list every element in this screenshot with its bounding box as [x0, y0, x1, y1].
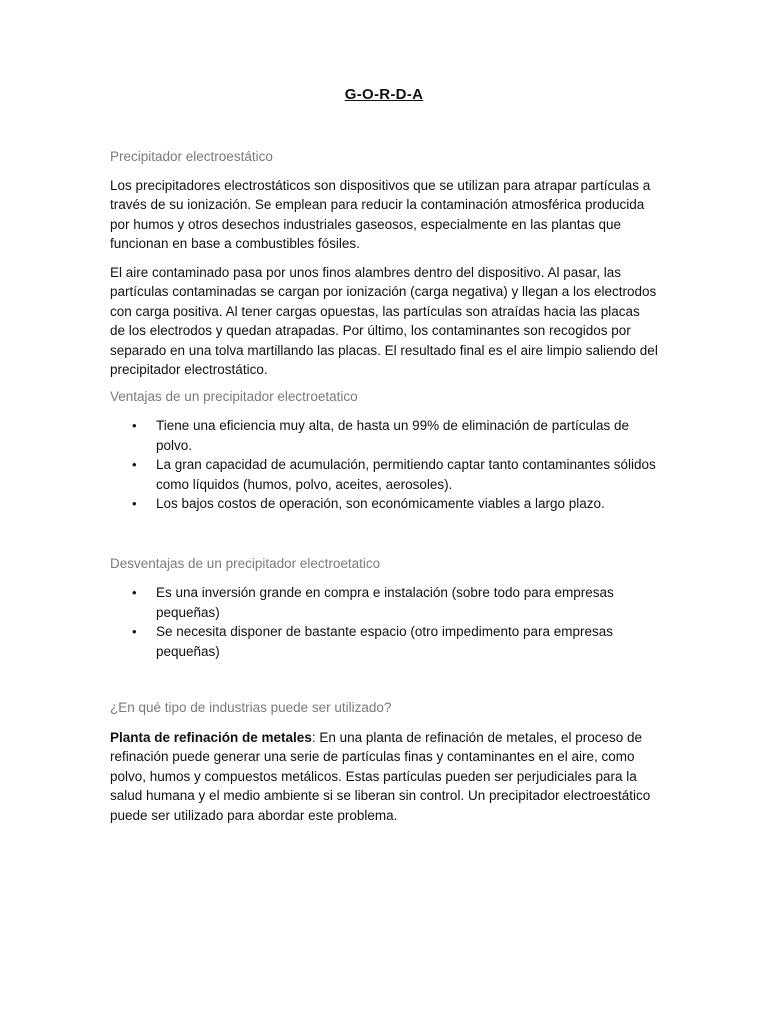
bullet-icon: • [132, 418, 137, 433]
bullet-icon: • [132, 624, 137, 639]
refinacion-lead: Planta de refinación de metales [110, 729, 312, 745]
section-heading-precipitador: Precipitador electroestático [110, 149, 273, 164]
ventajas-list [110, 416, 658, 514]
section-heading-industrias: ¿En qué tipo de industrias puede ser utilizado? [110, 700, 392, 715]
list-item: • Se necesita disponer de bastante espacio (otro impedimento para empresas pequeñas) [132, 624, 614, 659]
paragraph-definition: Los precipitadores electrostáticos son dispositivos que se utilizan para atrapar partículas a través de su ionización. Se emplean para reducir la contaminación atmosférica producida por humos y otros desechos industriales gaseosos, especialmente en las plantas que funcionan en base a combustibles fósiles. [110, 177, 651, 251]
section-heading-desventajas: Desventajas de un precipitador electroetatico [110, 555, 381, 571]
list-item: • Es una inversión grande en compra e instalación (sobre todo para empresas pequeñas) [132, 585, 614, 620]
list-item: • Los bajos costos de operación, son económicamente viables a largo plazo. [110, 494, 658, 514]
list-item: • La gran capacidad de acumulación, permitiendo captar tanto contaminantes sólidos como líquidos (humos, polvo, aceites, aerosoles). [132, 457, 656, 492]
bullet-icon: • [132, 457, 137, 472]
bullet-icon: • [132, 585, 137, 600]
paragraph-process: El aire contaminado pasa por unos finos alambres dentro del dispositivo. Al pasar, las partículas contaminadas se cargan por ionización (carga negativa) y llegan a los electrodos con carga positiva. Al tener cargas opuestas, las partículas son atraídas hacia las placas de los electrodos y quedan atrapadas. Por último, los contaminantes son recogidos por separado en una tolva martillando las placas. El resultado final es el aire limpio saliendo del precipitador electrostático. [110, 264, 658, 377]
list-item: • Tiene una eficiencia muy alta, de hasta un 99% de eliminación de partículas de polvo. [132, 418, 630, 453]
section-heading-ventajas: Ventajas de un precipitador electroetatico [110, 388, 358, 404]
document-title: G-O-R-D-A [344, 86, 424, 103]
refinacion-text: : En una planta de refinación de metales, el proceso de refinación puede generar una serie de partículas finas y contaminantes en el aire, como polvo, humos y compuestos metálicos. Estas partículas pueden ser perjudiciales para la salud humana y el medio ambiente si se liberan sin control. Un precipitador electroestático puede ser utilizado para abordar este problema. [110, 729, 651, 823]
bullet-icon: • [132, 496, 137, 511]
paragraph-refinacion [110, 728, 658, 826]
desventajas-list [110, 583, 658, 661]
